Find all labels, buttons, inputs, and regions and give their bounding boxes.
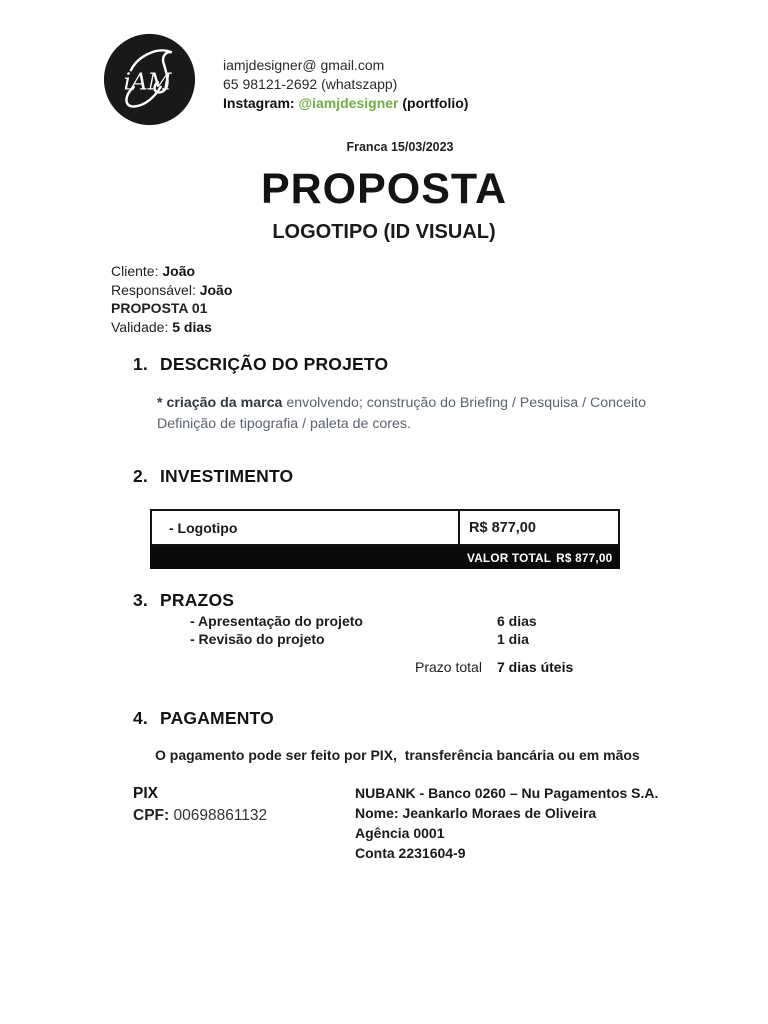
brand-logo [103,33,196,126]
bank-agency-line: Agência 0001 [355,825,445,841]
validade-label: Validade: [111,318,169,335]
svg-text:iAM: iAM [123,68,172,96]
investment-item-cell: - Logotipo [152,511,460,544]
section-2-title: INVESTIMENTO [160,466,294,486]
cpf-label: CPF: [133,807,170,824]
section-1-heading [133,354,388,375]
section-3-heading [133,590,234,611]
responsavel-label: Responsável: [111,281,196,298]
bank-details-block [355,783,658,863]
cliente-value: João [162,263,196,279]
section-1-number: 1. [133,354,148,374]
pix-cpf-line [133,807,267,825]
document-subtitle: LOGOTIPO (ID VISUAL) [272,221,496,243]
bank-holder-line: Nome: Jeankarlo Moraes de Oliveira [355,805,597,821]
instagram-label: Instagram: [223,95,295,111]
contact-instagram [223,94,468,113]
investment-total-row [150,546,620,569]
date-line: Franca 15/03/2023 [346,140,454,154]
prazo-total-label: Prazo total [415,659,482,675]
bank-name-line: NUBANK - Banco 0260 – Nu Pagamentos S.A. [355,785,659,801]
section-2-number: 2. [133,466,148,486]
document-title: PROPOSTA [260,165,508,213]
proposta-number-line: PROPOSTA 01 [111,300,208,316]
validade-value: 5 dias [172,318,212,335]
contact-email: iamjdesigner@ gmail.com [223,57,385,73]
investment-table [150,509,620,569]
section-2-heading [133,466,293,487]
description-body: envolvendo; construção do Briefing / Pesquisa / Conceito Definição de tipografia / paleta de cores. [157,395,646,432]
client-info-block [111,262,232,336]
contact-phone: 65 98121-2692 (whatszapp) [223,76,398,92]
prazo-total-value: 7 dias úteis [497,659,574,675]
brand-logo-icon [103,33,196,126]
project-description [157,393,649,435]
validade-line [111,318,232,337]
investment-total-cell [458,546,612,569]
section-3-number: 3. [133,590,148,610]
total-value: R$ 877,00 [556,550,613,565]
section-4-number: 4. [133,708,148,728]
instagram-suffix: (portfolio) [402,95,469,111]
prazo-row-label: - Revisão do projeto [190,631,325,647]
section-3-title: PRAZOS [160,590,235,610]
bank-account-line: Conta 2231604-9 [355,845,466,861]
prazo-row-value: 6 dias [497,613,537,629]
section-1-title: DESCRIÇÃO DO PROJETO [160,354,389,374]
responsavel-line [111,281,232,300]
client-line [111,262,232,281]
payment-methods-sentence: O pagamento pode ser feito por PIX, transferência bancária ou em mãos [155,747,640,763]
section-4-heading [133,708,274,729]
pix-label: PIX [133,785,158,802]
investment-item-row [150,509,620,546]
prazo-row-label: - Apresentação do projeto [190,613,363,629]
instagram-handle-link[interactable]: @iamjdesigner [298,95,399,111]
description-lead: * criação da marca [157,395,283,411]
investment-value-cell: R$ 877,00 [469,519,536,536]
cpf-value: 00698861132 [169,807,268,824]
section-4-title: PAGAMENTO [160,708,274,728]
responsavel-value: João [199,281,233,298]
total-label: VALOR TOTAL [467,550,552,565]
contact-block [223,56,468,113]
prazo-row-value: 1 dia [497,631,529,647]
cliente-label: Cliente: [111,263,159,279]
